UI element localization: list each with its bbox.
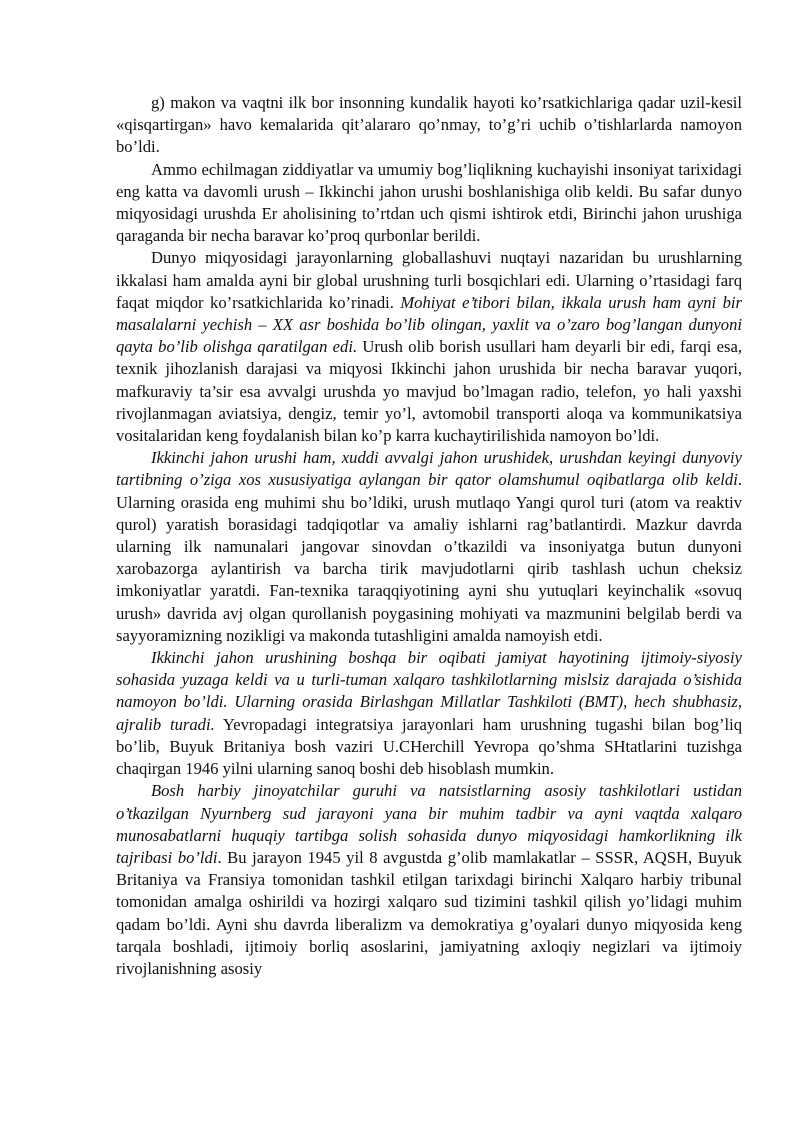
document-page [116, 92, 742, 980]
paragraph-text: . Bu jarayon 1945 yil 8 avgustda g’olib mamlakatlar – SSSR, AQSH, Buyuk Britaniya va Fransiya tomonidan tashkil etilgan tarixdagi birinchi Xalqaro harbiy tribunal tomonidan amalga oshirildi va hozirgi xalqaro sud tizimini tashkil qilish yo’lidagi muhim qadam bo’ldi. Ayni shu davrda liberalizm va demokratiya g’oyalari dunyo miqyosida keng tarqala boshladi, ijtimoiy borliq asoslarini, jamiyatning axloqiy negizlari va ijtimoiy rivojlanishning asosiy [116, 847, 742, 978]
paragraph [116, 159, 742, 248]
paragraph [116, 447, 742, 647]
paragraph-text: Ammo echilmagan ziddiyatlar va umumiy bog’liqlikning kuchayishi insoniyat tarixidagi eng katta va davomli urush – Ikkinchi jahon urushi boshlanishiga olib keldi. Bu safar dunyo miqyosidagi urushda Er aholisining to’rtdan uch qismi ishtirok etdi, Birinchi jahon urushiga qaraganda bir necha baravar ko’proq qurbonlar berildi. [116, 159, 742, 246]
paragraph [116, 247, 742, 447]
paragraph-italic-text: Bosh harbiy jinoyatchilar guruhi va natsistlarning asosiy tashkilotlari ustidan o’tkazilgan Nyurnberg sud jarayoni yana bir muhim tadbir va ayni vaqtda xalqaro munosabatlarni huquqiy tartibga solish sohasida dunyo miqyosidagi hamkorlikning ilk tajribasi bo’ldi [116, 781, 742, 867]
paragraph-text: Dunyo miqyosidagi jarayonlarning globallashuvi nuqtayi nazaridan bu urushlarning ikkalasi ham amalda ayni bir global urushning turli bosqichlari edi. Ularning o’rtasidagi farq faqat miqdor ko’rsatkichlarida ko’rinadi. [116, 248, 742, 312]
paragraph-text: Yevropadagi integratsiya jarayonlari ham urushning tugashi bilan bog’liq bo’lib, Buyuk Britaniya bosh vaziri U.CHerchill Yevropa qo’shma SHtatlarini tuzishga chaqirgan 1946 yilni ularning sanoq boshi deb hisoblash mumkin. [116, 714, 742, 779]
paragraph [116, 92, 742, 159]
paragraph-italic-text: Ikkinchi jahon urushining boshqa bir oqibati jamiyat hayotining ijtimoiy-siyosiy sohasida yuzaga keldi va u turli-tuman xalqaro tashkilotlarning mislsiz darajada o’sishida namoyon bo’ldi. Ularning orasida Birlashgan Millatlar Tashkiloti (BMT), hech shubhasiz, ajralib turadi. [116, 648, 742, 734]
paragraph-text: g) makon va vaqtni ilk bor insonning kundalik hayoti ko’rsatkichlariga qadar uzil-kesil «qisqartirgan» havo kemalarida qit’alararo qo’nmay, to’g’ri uchib o’tishlarlarda namoyon bo’ldi. [116, 93, 742, 157]
paragraph [116, 647, 742, 780]
paragraph-italic-text: Mohiyat e’tibori bilan, ikkala urush ham ayni bir masalalarni yechish – XX asr boshida bo’lib olingan, yaxlit va o’zaro bog’langan dunyoni qayta bo’lib olishga qaratilgan edi. [116, 292, 742, 357]
paragraph [116, 780, 742, 980]
paragraph-text: Urush olib borish usullari ham deyarli bir edi, farqi esa, texnik jihozlanish darajasi va miqyosi Ikkinchi jahon urushida bir necha baravar yuqori, mafkuraviy ta’sir esa avvalgi urushda yo mavjud bo’lmagan radio, telefon, yo hali yaxshi rivojlanmagan aviatsiya, dengiz, temir yo’l, avtomobil transporti aloqa va kommunikatsiya vositalaridan keng foydalanish bilan ko’p karra kuchaytirilishida namoyon bo’ldi. [116, 337, 742, 446]
paragraph-italic-text: Ikkinchi jahon urushi ham, xuddi avvalgi jahon urushidek, urushdan keyingi dunyoviy tartibning o’ziga xos xususiyatiga aylangan bir qator olamshumul oqibatlarga olib keldi [116, 448, 742, 490]
paragraph-text: . Ularning orasida eng muhimi shu bo’ldiki, urush mutlaqo Yangi qurol turi (atom va reaktiv qurol) yaratish borasidagi tadqiqotlar va amaliy ishlarni rag’batlantirdi. Mazkur davrda ularning ilk namunalari jangovar sinovdan o’tkazildi va insoniyatga butun dunyoni xarobazorga aylantirish va barcha tirik mavjudotlarni qirib tashlash uchun cheksiz imkoniyatlar yaratdi. Fan-texnika taraqqiyotining ayni shu yutuqlari keyinchalik «sovuq urush» davrida avj olgan qurollanish poygasining mohiyati va mazmunini belgilab berdi va sayyoramizning nozikligi va makonda tutashligini amalda namoyish etdi. [116, 470, 742, 645]
